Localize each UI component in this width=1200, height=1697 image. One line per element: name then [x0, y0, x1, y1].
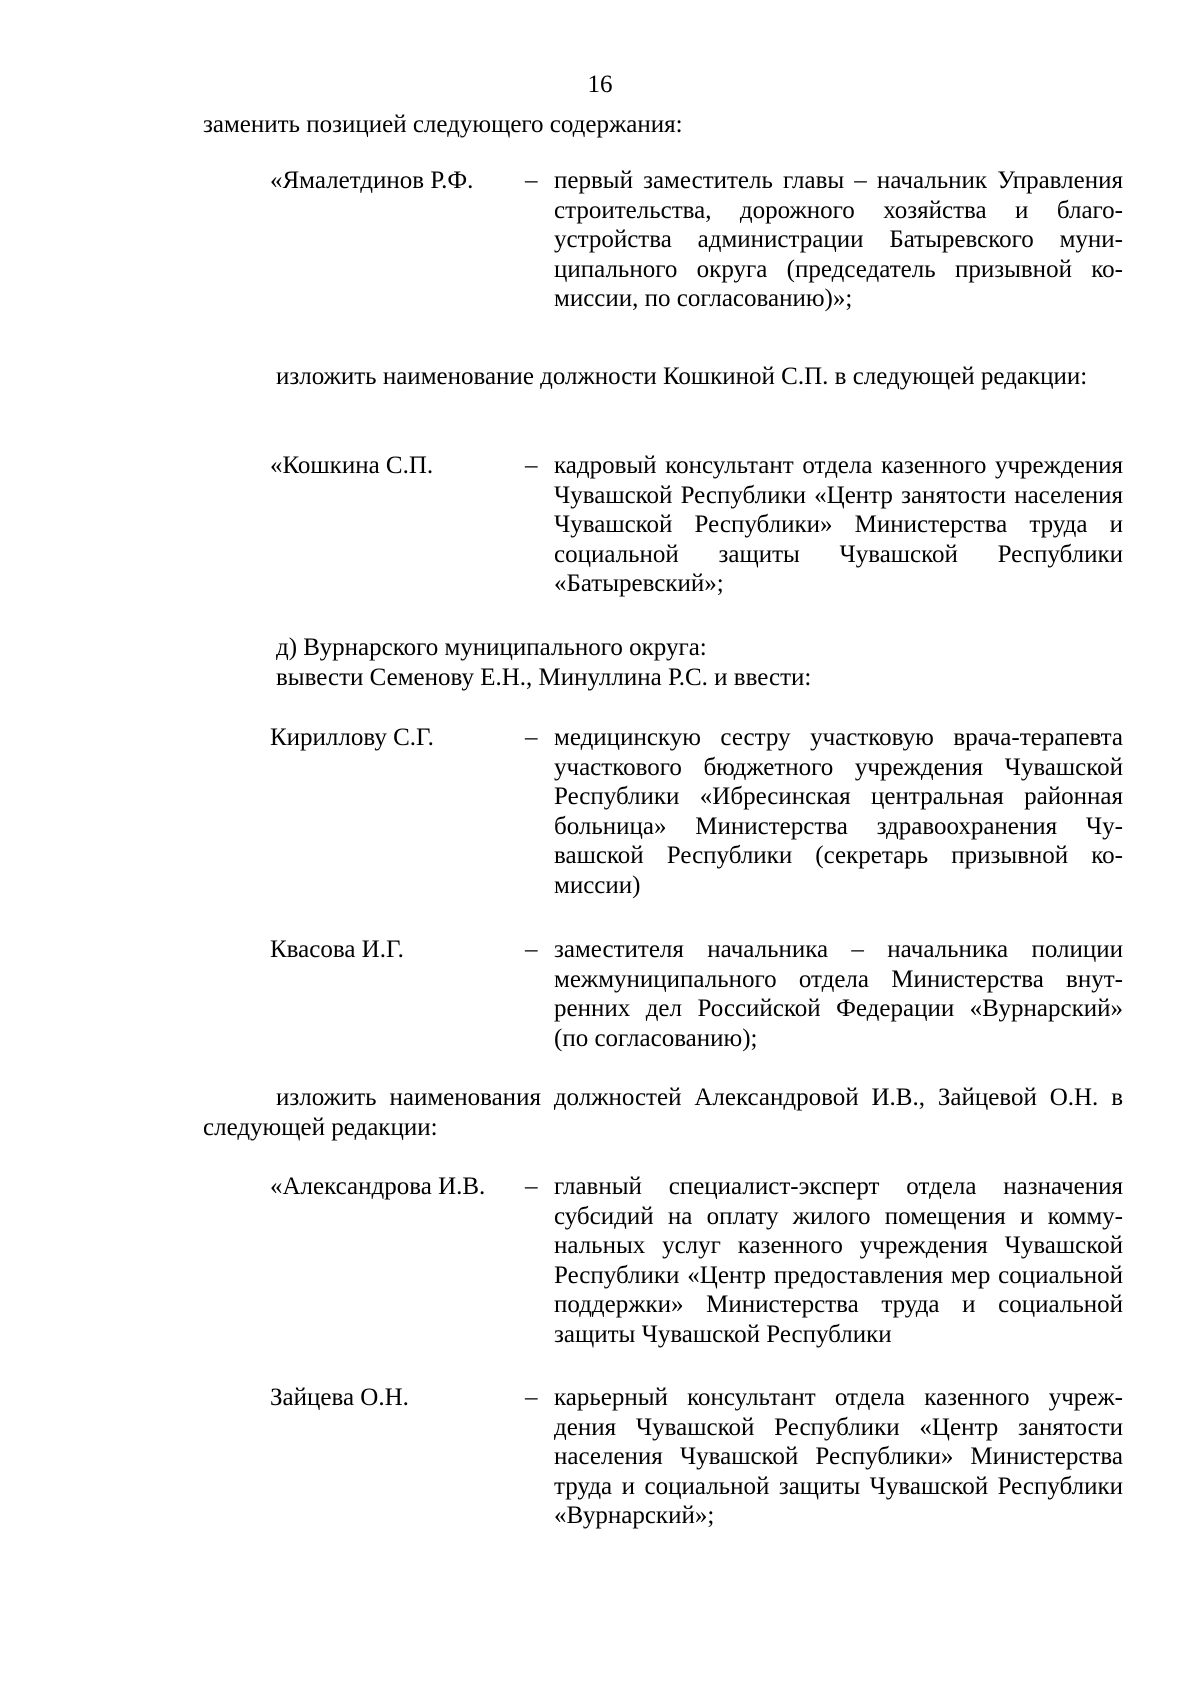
entry-dash: –	[525, 167, 538, 194]
entry-name: Зайцева О.Н.	[270, 1384, 409, 1411]
entry-name: Квасова И.Г.	[270, 936, 404, 963]
position-entry-alexandrova	[270, 1172, 1123, 1349]
entry-description: кадровый консультант отдела казенного учреждения Чувашской Республики «Центр занятости населения Чувашской Республики» Министерства труда и социальной защиты Чувашской Республики «Батыревский»;	[554, 452, 1123, 597]
entry-dash: –	[525, 1384, 538, 1411]
entry-dash: –	[525, 724, 538, 751]
position-entry-kvasov	[270, 935, 1123, 1053]
entry-dash: –	[525, 452, 538, 479]
paragraph-alexandrova: изложить наименования должностей Александровой И.В., Зайцевой О.Н. в следующей редакции:	[203, 1084, 1123, 1141]
page-number: 16	[587, 71, 613, 98]
position-entry-koshkina	[270, 451, 1123, 599]
vurnar-instruction: вывести Семенову Е.Н., Минуллина Р.С. и ввести:	[276, 664, 812, 691]
entry-name: Кириллову С.Г.	[270, 724, 434, 751]
entry-description: главный специалист-эксперт отдела назначения субсидий на оплату жилого помещения и коммунальных услуг казенного учреждения Чувашской Республики «Центр предоставления мер социальной поддержки» Министерства труда и социальной защиты Чувашской Республики	[554, 1173, 1123, 1348]
intro-paragraph: заменить позицией следующего содержания:	[203, 111, 683, 138]
paragraph-koshkina: изложить наименование должности Кошкиной С.П. в следующей редакции:	[276, 363, 1088, 390]
position-entry-kirillova	[270, 723, 1123, 900]
entry-dash: –	[525, 936, 538, 963]
entry-name: «Александрова И.В.	[270, 1173, 486, 1200]
entry-dash: –	[525, 1173, 538, 1200]
vurnar-heading: д) Вурнарского муниципального округа:	[276, 634, 707, 661]
entry-description: карьерный консультант отдела казенного учреждения Чувашской Республики «Центр занятости населения Чувашской Республики» Министерства труда и социальной защиты Чувашской Республики «Вурнарский»;	[554, 1384, 1123, 1529]
entry-description: заместителя начальника – начальника полиции межмуниципального отдела Министерства внутренних дел Российской Федерации «Вурнарский» (по согласованию);	[554, 936, 1123, 1052]
entry-name: «Кошкина С.П.	[270, 452, 434, 479]
position-entry-zaytseva	[270, 1383, 1123, 1531]
entry-description: медицинскую сестру участковую врача-терапевта участкового бюджетного учреждения Чувашской Республики «Ибресинская центральная районная больница» Министерства здравоохранения Чувашской Республики (секретарь призывной комиссии)	[554, 724, 1123, 899]
position-entry-yamaletdinov	[270, 166, 1123, 314]
entry-name: «Ямалетдинов Р.Ф.	[270, 167, 474, 194]
entry-description: первый заместитель главы – начальник Управления строительства, дорожного хозяйства и благоустройства администрации Батыревского муниципального округа (председатель призывной комиссии, по согласованию)»;	[554, 167, 1123, 312]
